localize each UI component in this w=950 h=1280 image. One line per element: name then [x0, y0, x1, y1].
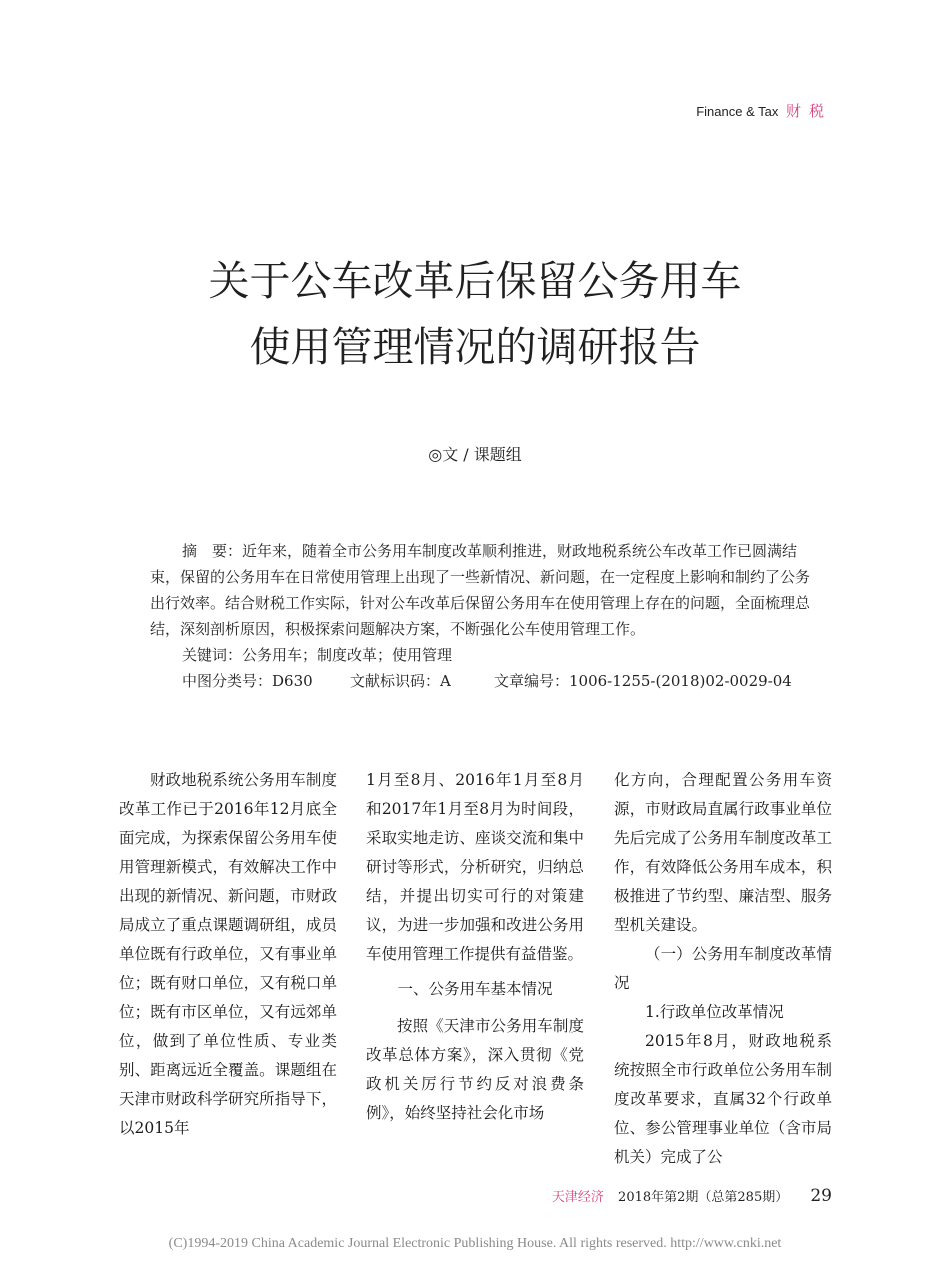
journal-name: 天津经济	[551, 1190, 604, 1205]
subsection-heading: （一）公务用车制度改革情况	[614, 945, 832, 992]
body-column-1	[119, 766, 337, 1143]
paragraph: 按照《天津市公务用车制度改革总体方案》，深入贯彻《党政机关厉行节约反对浪费条例》，始终坚持社会化市场	[366, 1017, 584, 1122]
byline: ◎文 / 课题组	[428, 445, 522, 464]
clc-number: 中图分类号：D630	[182, 672, 313, 690]
paragraph: 1月至8月、2016年1月至8月和2017年1月至8月为时间段，采取实地走访、座谈交流和集中研讨等形式，分析研究，归纳总结，并提出切实可行的对策建议，为进一步加强和改进公务用车使用管理工作提供有益借鉴。	[366, 771, 584, 963]
title-line-2: 使用管理情况的调研报告	[249, 323, 701, 371]
copyright-notice: (C)1994-2019 China Academic Journal Electronic Publishing House. All rights reserved. http://www.cnki.net	[168, 1236, 782, 1251]
abstract-block	[150, 538, 810, 694]
page-number: 29	[810, 1186, 832, 1206]
article-title	[0, 248, 950, 380]
header-chinese: 财税	[785, 102, 832, 120]
abstract-text: 摘 要：近年来，随着全市公务用车制度改革顺利推进，财政地税系统公车改革工作已圆满结束，保留的公务用车在日常使用管理上出现了一些新情况、新问题，在一定程度上影响和制约了公务出行效率。结合财税工作实际，针对公车改革后保留公务用车在使用管理上存在的问题，全面梳理总结，深刻剖析原因，积极探索问题解决方案，不断强化公车使用管理工作。	[150, 542, 811, 638]
paragraph: 化方向，合理配置公务用车资源，市财政局直属行政事业单位先后完成了公务用车制度改革工作，有效降低公务用车成本，积极推进了节约型、廉洁型、服务型机关建设。	[614, 771, 832, 934]
header-english: Finance & Tax	[696, 104, 779, 119]
keywords: 关键词：公务用车；制度改革；使用管理	[182, 646, 453, 664]
classification-line	[150, 668, 810, 694]
body-column-2	[366, 766, 584, 1128]
page-footer	[552, 1186, 832, 1206]
article-number: 文章编号：1006-1255-(2018)02-0029-04	[494, 672, 792, 690]
paragraph: 财政地税系统公务用车制度改革工作已于2016年12月底全面完成，为探索保留公务用车使用管理新模式，有效解决工作中出现的新情况、新问题，市财政局成立了重点课题调研组，成员单位既有行政单位，又有事业单位；既有财口单位，又有税口单位；既有市区单位，又有远郊单位，做到了单位性质、专业类别、距离远近全覆盖。课题组在天津市财政科学研究所指导下，以2015年	[119, 771, 337, 1137]
document-code: 文献标识码：A	[350, 672, 451, 690]
body-column-3	[614, 766, 832, 1172]
title-line-1: 关于公车改革后保留公务用车	[208, 257, 742, 305]
subsection-heading: 1.行政单位改革情况	[645, 1003, 784, 1021]
section-heading: 一、公务用车基本情况	[397, 980, 553, 998]
issue-info: 2018年第2期（总第285期）	[618, 1190, 789, 1205]
paragraph: 2015年8月，财政地税系统按照全市行政单位公务用车制度改革要求，直属32个行政单位、参公管理事业单位（含市局机关）完成了公	[614, 1032, 832, 1166]
running-header	[696, 100, 832, 121]
